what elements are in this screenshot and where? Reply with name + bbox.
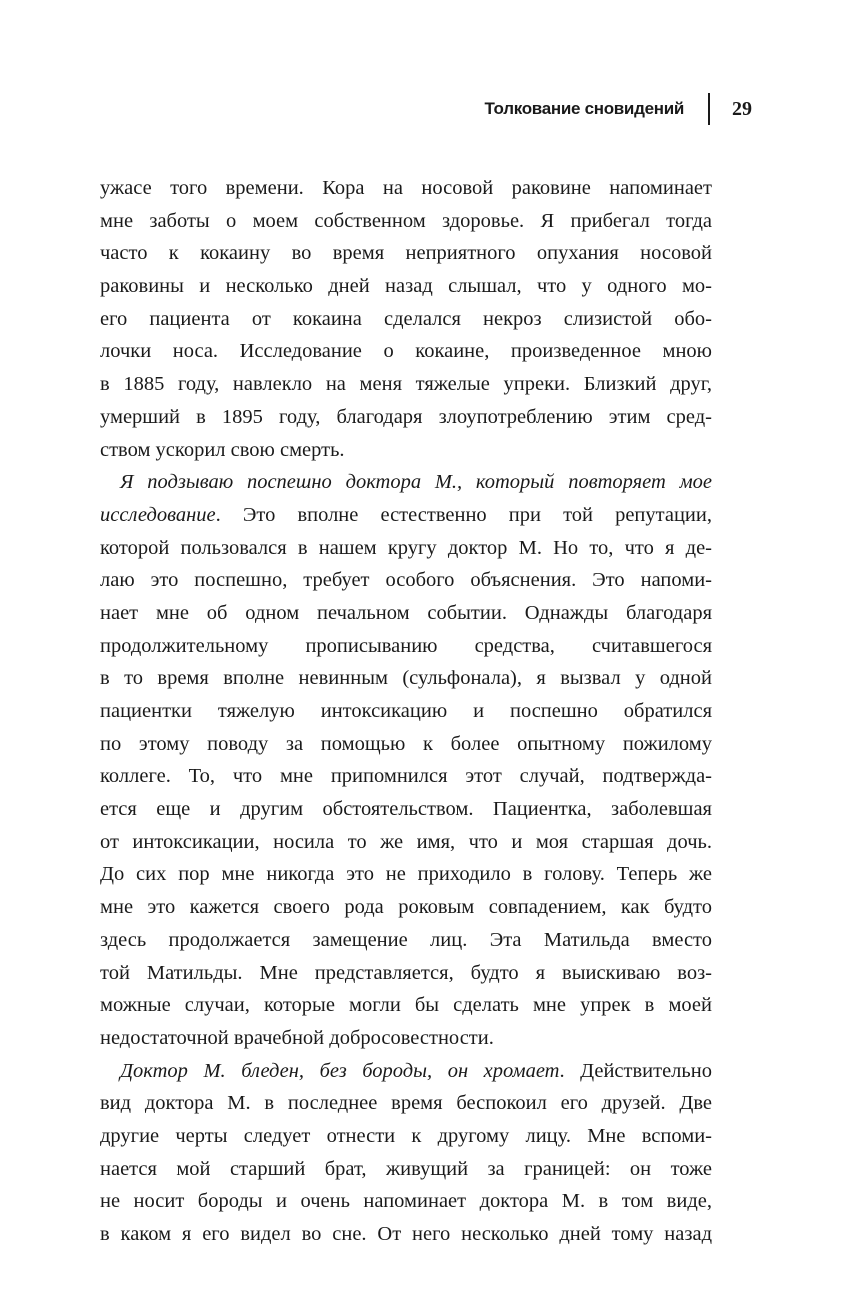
text-line: той Матильды. Мне представляется, будто я выискиваю воз- <box>100 961 712 984</box>
text-line: лочки носа. Исследование о кокаине, произведенное мною <box>100 340 712 363</box>
running-header <box>0 92 752 126</box>
text-line: ужасе того времени. Кора на носовой раковине напоминает <box>100 177 712 199</box>
text-line: ством ускорил свою смерть. <box>100 438 345 461</box>
text-line: ется еще и другим обстоятельством. Пациентка, заболевшая <box>100 798 712 821</box>
header-divider <box>708 93 710 125</box>
text-line: в каком я его видел во сне. От него несколько дней тому назад <box>100 1223 712 1245</box>
text-line: нает мне об одном печальном событии. Однажды благодаря <box>100 601 712 624</box>
text-line: по этому поводу за помощью к более опытному пожилому <box>100 732 712 755</box>
text-line: умерший в 1895 году, благодаря злоупотреблению этим сред- <box>100 405 712 428</box>
text-line <box>100 466 712 499</box>
text-line: недостаточной врачебной добросовестности. <box>100 1026 494 1049</box>
text-line: мне заботы о моем собственном здоровье. Я прибегал тогда <box>100 209 712 232</box>
text-line: нается мой старший брат, живущий за границей: он тоже <box>100 1157 712 1180</box>
text-line: в 1885 году, навлекло на меня тяжелые упреки. Близкий друг, <box>100 373 712 396</box>
text-line: коллеге. То, что мне припомнился этот случай, подтвержда- <box>100 765 712 788</box>
text-line: здесь продолжается замещение лиц. Эта Матильда вместо <box>100 928 712 951</box>
italic-phrase: Доктор М. бледен, без бороды, он хромает <box>120 1059 560 1082</box>
text-line: вид доктора М. в последнее время беспокоил его друзей. Две <box>100 1092 712 1115</box>
text-line: его пациента от кокаина сделался некроз слизистой обо- <box>100 307 712 330</box>
text-line: не носит бороды и очень напоминает доктора М. в том виде, <box>100 1190 712 1213</box>
text-line: другие черты следует отнести к другому лицу. Мне вспоми- <box>100 1124 712 1147</box>
text-line: часто к кокаину во время неприятного опухания носовой <box>100 242 712 265</box>
text-line: Доктор М. бледен, без бороды, он хромает. Действительно <box>120 1059 712 1082</box>
page-number: 29 <box>732 97 752 120</box>
text-line: можные случаи, которые могли бы сделать мне упрек в моей <box>100 994 712 1017</box>
text-line: исследование. Это вполне естественно при той репутации, <box>100 503 712 526</box>
text-line: пациентки тяжелую интоксикацию и поспешно обратился <box>100 700 712 722</box>
text-line: продолжительному прописыванию средства, считавшегося <box>100 634 712 657</box>
italic-phrase: исследование <box>100 503 216 526</box>
text-line: от интоксикации, носила то же имя, что и моя старшая дочь. <box>100 830 712 853</box>
italic-phrase: Я подзываю поспешно доктора М., который повторяет мое <box>120 471 712 494</box>
running-title: Толкование сновидений <box>484 99 684 118</box>
text-line: До сих пор мне никогда это не приходило в голову. Теперь же <box>100 863 712 886</box>
text-line: раковины и несколько дней назад слышал, что у одного мо- <box>100 275 712 298</box>
text-line: лаю это поспешно, требует особого объяснения. Это напоми- <box>100 569 712 592</box>
text-line: мне это кажется своего рода роковым совпадением, как будто <box>100 896 712 919</box>
text-line: которой пользовался в нашем кругу доктор М. Но то, что я де- <box>100 536 712 559</box>
text-line: в то время вполне невинным (сульфонала), я вызвал у одной <box>100 667 712 690</box>
body-text <box>100 172 712 1251</box>
